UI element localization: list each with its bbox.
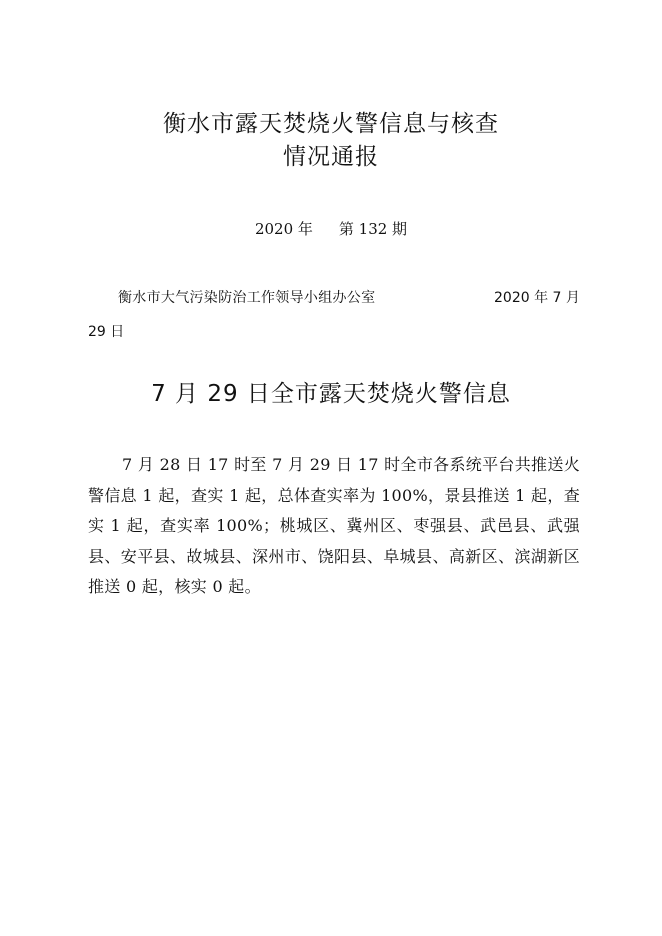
issue-date-part1: 2020 年 7 月: [494, 290, 580, 306]
section-heading: 7 月 29 日全市露天焚烧火警信息: [151, 381, 511, 407]
issue-line: [0, 218, 662, 240]
document-title: [0, 108, 662, 174]
title-line-2: 情况通报: [283, 144, 379, 170]
issuer: 衡水市大气污染防治工作领导小组办公室: [118, 290, 376, 306]
issue-number: 第 132 期: [338, 220, 408, 238]
body-paragraph: 7 月 28 日 17 时至 7 月 29 日 17 时全市各系统平台共推送火警信息 1 起，查实 1 起，总体查实率为 100%，景县推送 1 起，查实 1 起，查实率 100%；桃城区、冀州区、枣强县、武邑县、武强县、安平县、故城县、深州市、饶阳县、阜城县、高新区、滨湖新区推送 0 起，核实 0 起。: [88, 455, 580, 597]
title-line-1: 衡水市露天焚烧火警信息与核查: [163, 111, 499, 137]
issue-date-part2: 29 日: [88, 324, 125, 340]
issue-year: 2020 年: [254, 220, 313, 238]
